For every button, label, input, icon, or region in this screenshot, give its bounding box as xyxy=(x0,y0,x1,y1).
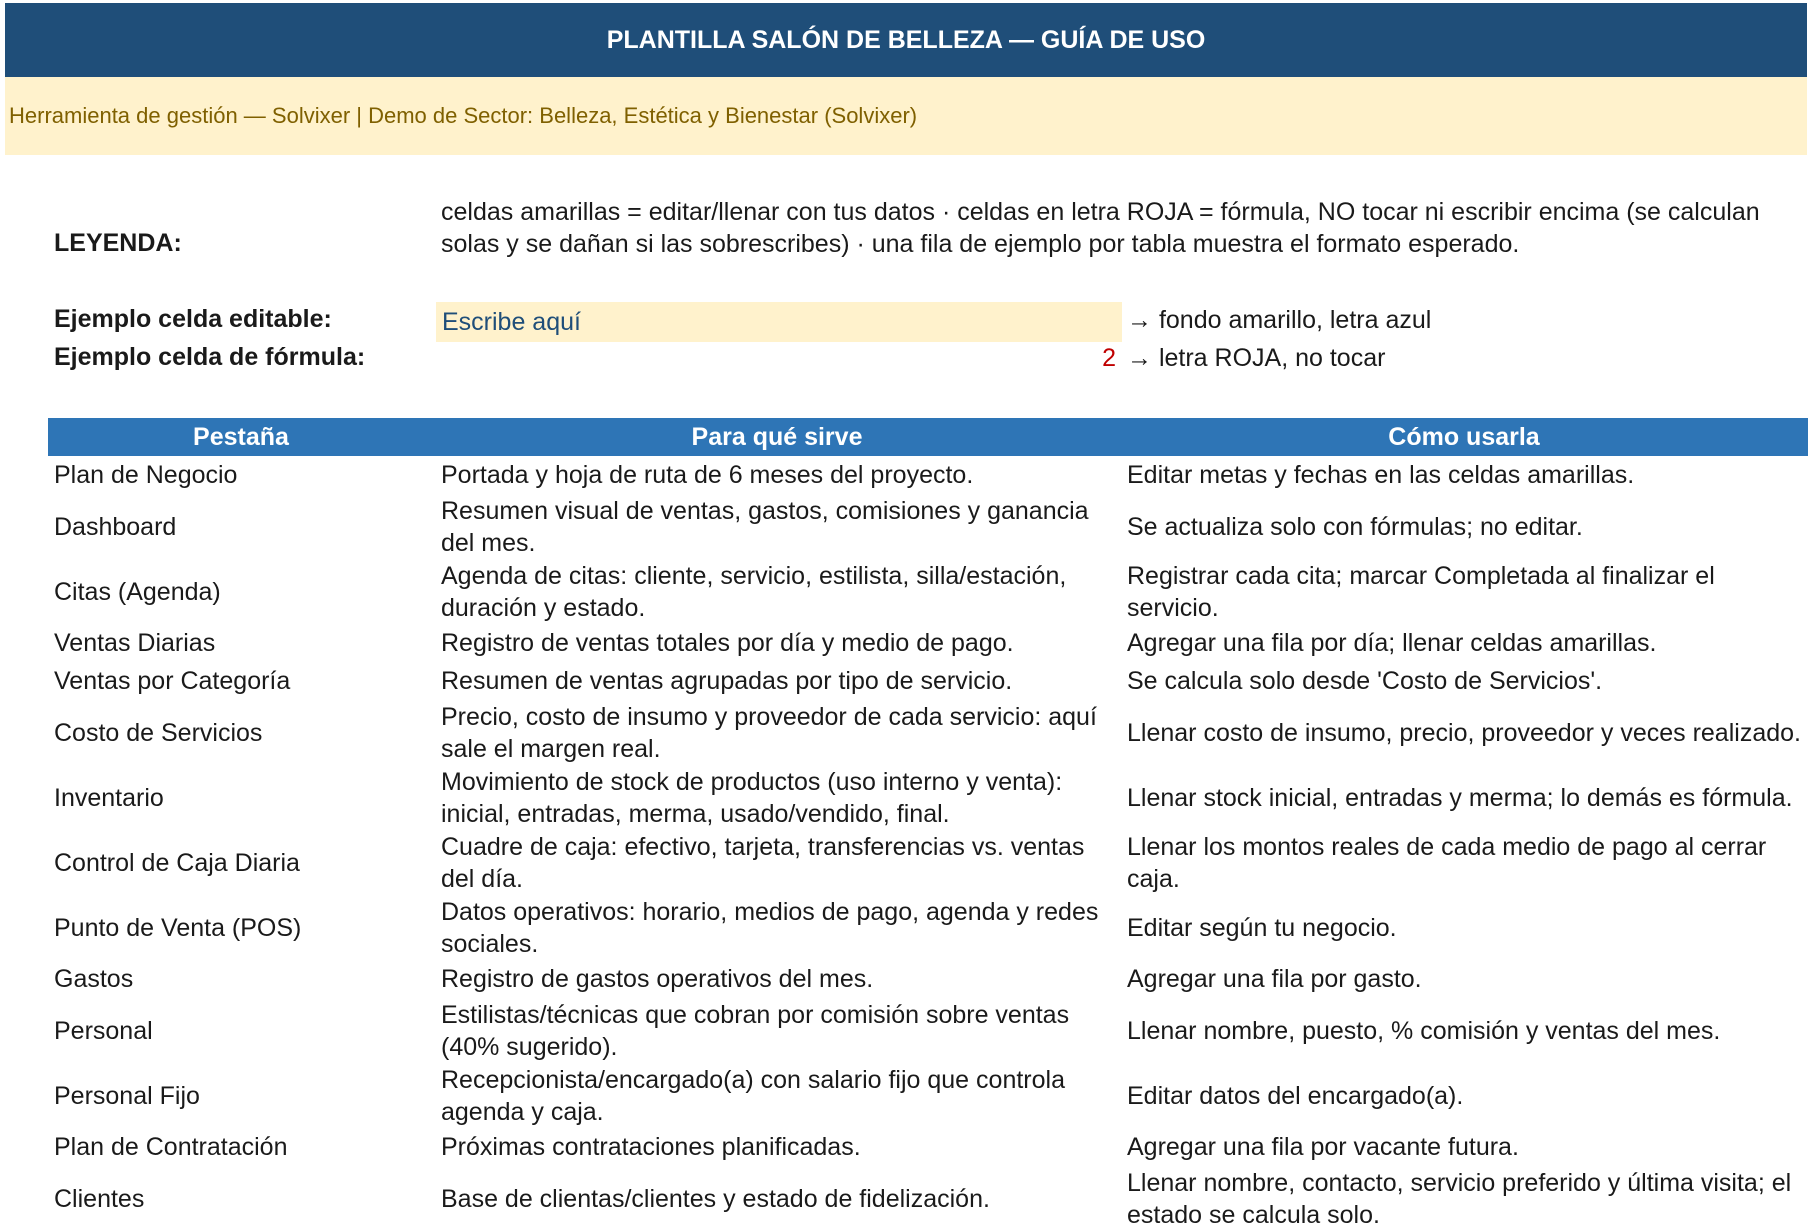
header-como-usarla: Cómo usarla xyxy=(1388,423,1540,451)
row-como-usarla: Se calcula solo desde 'Costo de Servicios'. xyxy=(1127,667,1603,695)
row-para-que-sirve: Agenda de citas: cliente, servicio, estilista, silla/estación, duración y estado. xyxy=(441,561,1067,622)
table-row[interactable] xyxy=(0,559,1812,624)
row-para-que-sirve: Recepcionista/encargado(a) con salario fijo que controla agenda y caja. xyxy=(441,1065,1065,1126)
row-como-usarla: Llenar nombre, contacto, servicio preferido y última visita; el estado se calcula solo. xyxy=(1127,1168,1792,1229)
row-como-usarla: Registrar cada cita; marcar Completada al finalizar el servicio. xyxy=(1127,561,1715,622)
table-body xyxy=(0,456,1812,1231)
row-para-que-sirve: Portada y hoja de ruta de 6 meses del proyecto. xyxy=(441,461,974,489)
row-como-usarla: Se actualiza solo con fórmulas; no editar. xyxy=(1127,512,1583,541)
page-subtitle: Herramienta de gestión — Solvixer | Demo de Sector: Belleza, Estética y Bienestar (Solvixer) xyxy=(5,77,1807,155)
table-row[interactable] xyxy=(0,830,1812,895)
row-pestana: Plan de Contratación xyxy=(54,1133,288,1161)
row-para-que-sirve: Resumen de ventas agrupadas por tipo de servicio. xyxy=(441,667,1013,695)
formula-example-label: Ejemplo celda de fórmula: xyxy=(54,343,366,371)
table-row[interactable] xyxy=(0,700,1812,765)
formula-example-note: → letra ROJA, no tocar xyxy=(1127,344,1386,372)
row-como-usarla: Agregar una fila por día; llenar celdas amarillas. xyxy=(1127,629,1657,657)
row-para-que-sirve: Precio, costo de insumo y proveedor de cada servicio: aquí sale el margen real. xyxy=(441,702,1097,763)
table-row[interactable] xyxy=(0,494,1812,559)
row-como-usarla: Agregar una fila por vacante futura. xyxy=(1127,1133,1519,1161)
header-para-que-sirve: Para qué sirve xyxy=(691,423,863,451)
header-pestana: Pestaña xyxy=(193,423,289,451)
row-pestana: Personal Fijo xyxy=(54,1081,200,1110)
row-pestana: Personal xyxy=(54,1016,153,1045)
editable-example-note: → fondo amarillo, letra azul xyxy=(1127,306,1432,334)
row-para-que-sirve: Registro de gastos operativos del mes. xyxy=(441,965,874,993)
row-pestana: Clientes xyxy=(54,1184,145,1213)
row-para-que-sirve: Cuadre de caja: efectivo, tarjeta, transferencias vs. ventas del día. xyxy=(441,832,1085,893)
row-pestana: Control de Caja Diaria xyxy=(54,848,300,877)
row-pestana: Ventas Diarias xyxy=(54,629,216,657)
row-como-usarla: Llenar stock inicial, entradas y merma; lo demás es fórmula. xyxy=(1127,783,1793,812)
row-pestana: Ventas por Categoría xyxy=(54,667,291,695)
row-para-que-sirve: Registro de ventas totales por día y medio de pago. xyxy=(441,629,1014,657)
legend-label: LEYENDA: xyxy=(54,229,182,257)
row-para-que-sirve: Estilistas/técnicas que cobran por comisión sobre ventas (40% sugerido). xyxy=(441,1000,1070,1061)
row-pestana: Citas (Agenda) xyxy=(54,577,221,606)
table-row[interactable] xyxy=(0,662,1812,700)
row-para-que-sirve: Resumen visual de ventas, gastos, comisiones y ganancia del mes. xyxy=(441,496,1089,557)
row-pestana: Dashboard xyxy=(54,512,177,541)
table-row[interactable] xyxy=(0,998,1812,1063)
row-pestana: Plan de Negocio xyxy=(54,461,238,489)
table-row[interactable] xyxy=(0,765,1812,830)
table-row[interactable] xyxy=(0,1166,1812,1231)
row-para-que-sirve: Próximas contrataciones planificadas. xyxy=(441,1133,861,1161)
row-para-que-sirve: Movimiento de stock de productos (uso interno y venta): inicial, entradas, merma, usado/vendido, final. xyxy=(441,767,1063,828)
table-row[interactable] xyxy=(0,960,1812,998)
row-como-usarla: Editar metas y fechas en las celdas amarillas. xyxy=(1127,461,1635,489)
table-header xyxy=(48,418,1808,456)
row-como-usarla: Llenar los montos reales de cada medio de pago al cerrar caja. xyxy=(1127,832,1767,893)
page-title: PLANTILLA SALÓN DE BELLEZA — GUÍA DE USO xyxy=(5,3,1807,77)
row-pestana: Gastos xyxy=(54,965,134,993)
table-row[interactable] xyxy=(0,895,1812,960)
row-como-usarla: Llenar nombre, puesto, % comisión y ventas del mes. xyxy=(1127,1016,1721,1045)
row-como-usarla: Agregar una fila por gasto. xyxy=(1127,965,1422,993)
row-pestana: Punto de Venta (POS) xyxy=(54,913,302,942)
legend-text: celdas amarillas = editar/llenar con tus datos · celdas en letra ROJA = fórmula, NO tocar ni escribir encima (se calculan solas y se dañan si las sobrescribes) · una fila de ejemplo por tabla muestra el formato esperado. xyxy=(441,198,1760,258)
row-pestana: Inventario xyxy=(54,783,164,812)
table-row[interactable] xyxy=(0,1063,1812,1128)
editable-example-cell[interactable]: Escribe aquí xyxy=(436,302,1122,342)
table-row[interactable] xyxy=(0,1128,1812,1166)
formula-example-cell: 2 xyxy=(1102,344,1116,372)
row-como-usarla: Llenar costo de insumo, precio, proveedor y veces realizado. xyxy=(1127,718,1801,747)
table-row[interactable] xyxy=(0,624,1812,662)
editable-example-label: Ejemplo celda editable: xyxy=(54,305,332,333)
row-para-que-sirve: Base de clientas/clientes y estado de fidelización. xyxy=(441,1184,990,1213)
row-como-usarla: Editar datos del encargado(a). xyxy=(1127,1081,1464,1110)
table-row[interactable] xyxy=(0,456,1812,494)
row-pestana: Costo de Servicios xyxy=(54,718,263,747)
row-como-usarla: Editar según tu negocio. xyxy=(1127,913,1397,942)
row-para-que-sirve: Datos operativos: horario, medios de pago, agenda y redes sociales. xyxy=(441,897,1099,958)
